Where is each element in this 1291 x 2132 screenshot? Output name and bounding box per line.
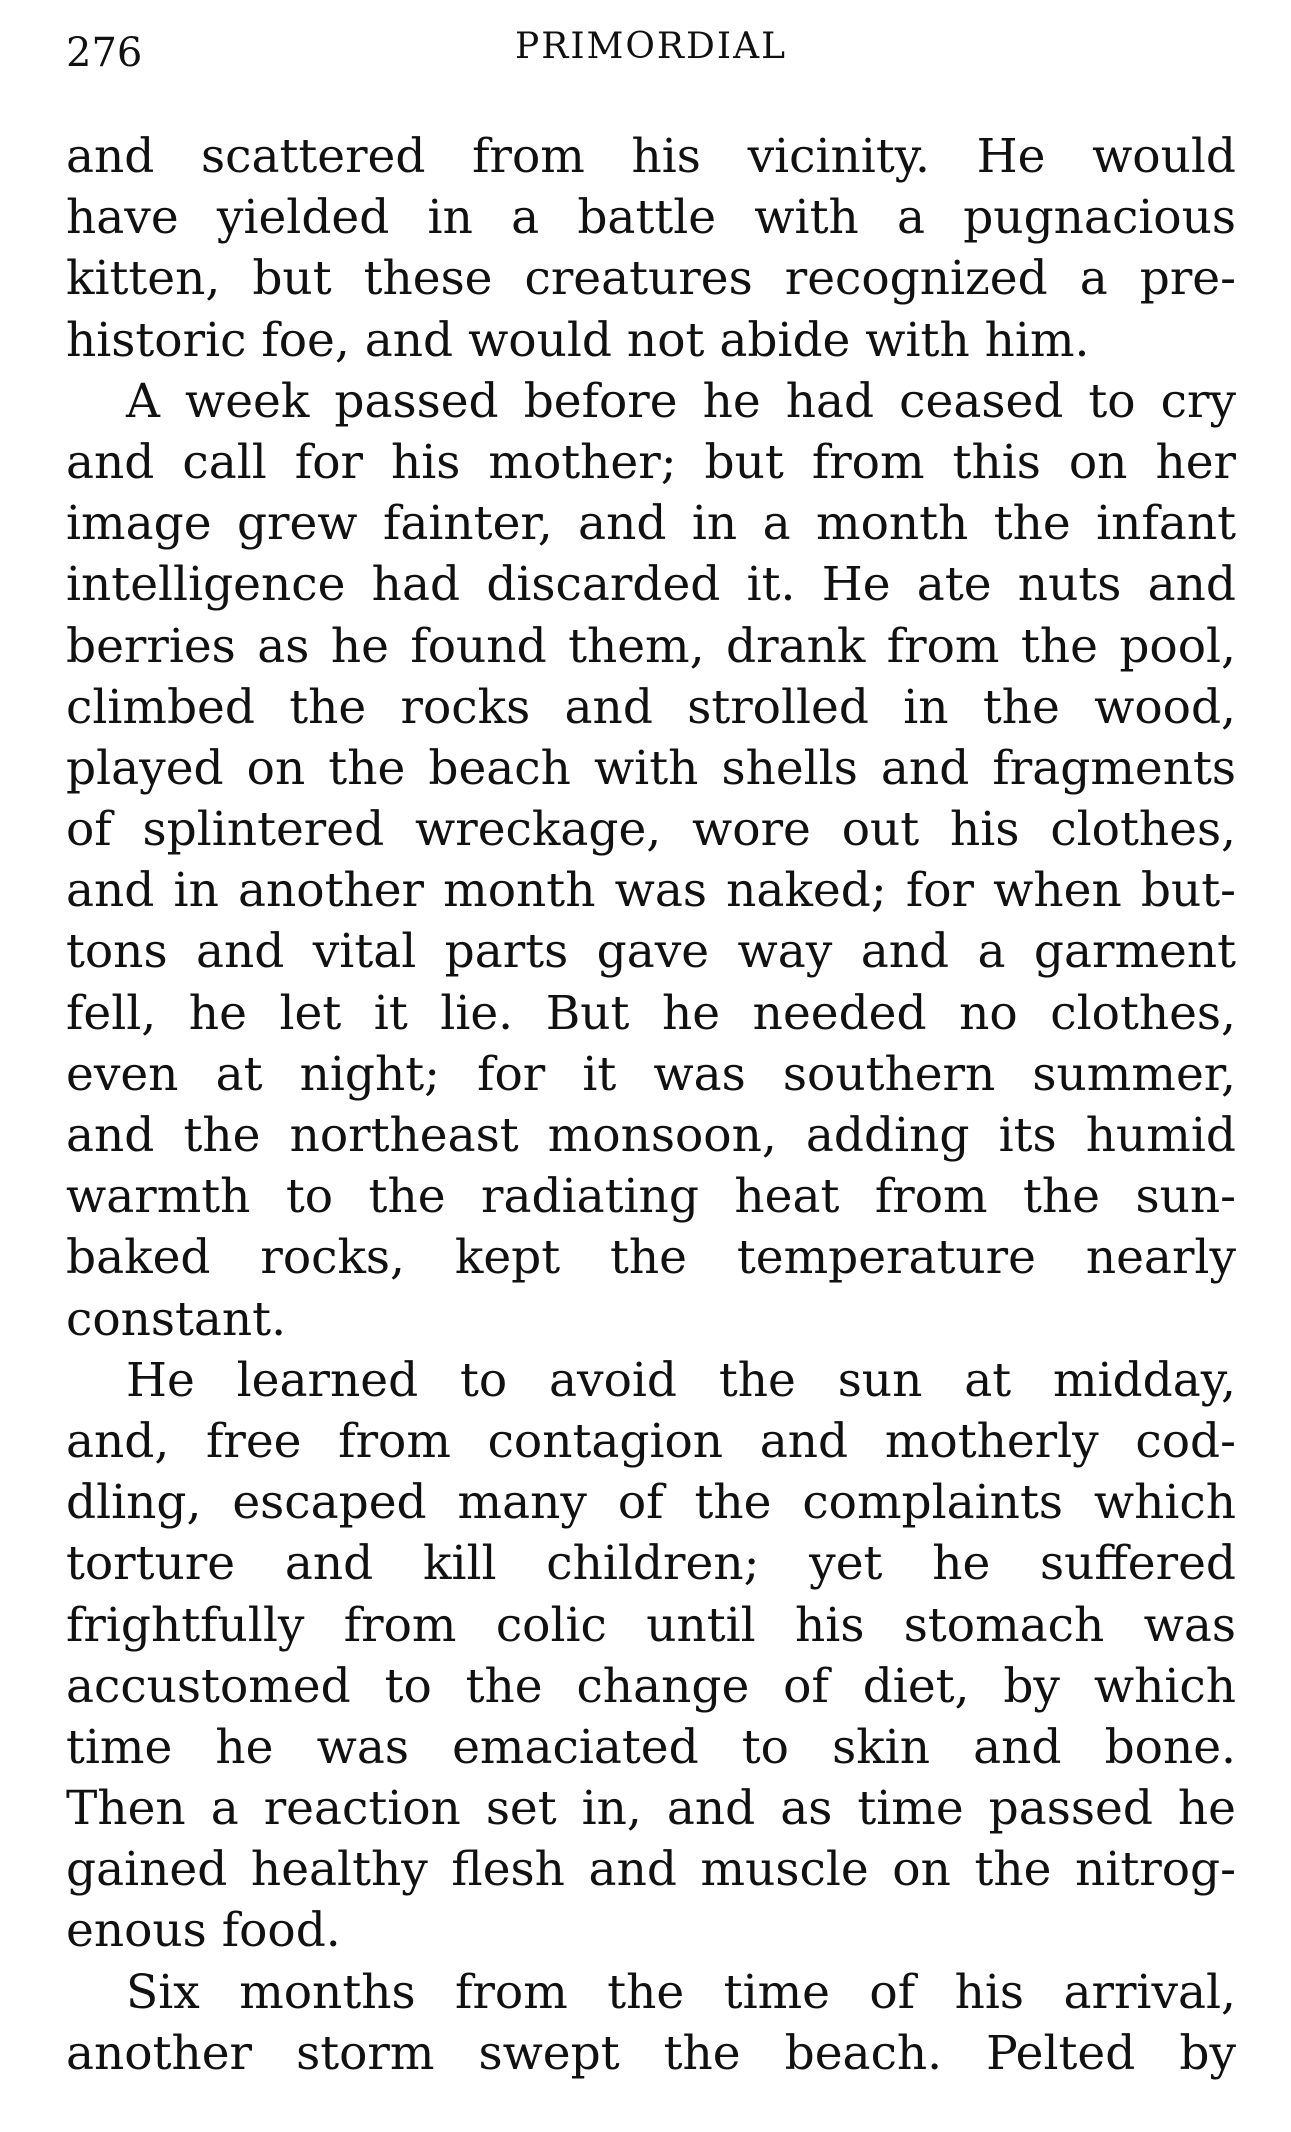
text-line: A week passed before he had ceased to cry (126, 373, 1236, 429)
text-line: frightfully from colic until his stomach was (66, 1597, 1236, 1653)
text-line: another storm swept the beach. Pelted by (66, 2025, 1236, 2081)
text-line: constant. (66, 1291, 287, 1347)
text-line: tons and vital parts gave way and a garment (66, 924, 1236, 980)
text-line: played on the beach with shells and fragments (66, 740, 1236, 796)
text-line: and in another month was naked; for when but- (66, 863, 1236, 919)
text-line: of splintered wreckage, wore out his clothes, (66, 802, 1236, 858)
text-line: gained healthy flesh and muscle on the nitrog- (66, 1842, 1236, 1898)
text-line: Then a reaction set in, and as time passed he (66, 1781, 1236, 1837)
text-line: enous food. (66, 1903, 341, 1959)
text-line: berries as he found them, drank from the pool, (66, 618, 1236, 674)
text-line: torture and kill children; yet he suffered (66, 1536, 1236, 1592)
text-line: historic foe, and would not abide with him. (66, 312, 1090, 368)
text-line: Six months from the time of his arrival, (126, 1964, 1236, 2020)
text-line: intelligence had discarded it. He ate nuts and (66, 557, 1236, 613)
text-line: kitten, but these creatures recognized a pre- (66, 251, 1236, 307)
body-text (66, 126, 1236, 2084)
running-head (66, 22, 1236, 82)
text-line: and scattered from his vicinity. He would (66, 129, 1236, 184)
text-line: He learned to avoid the sun at midday, (126, 1352, 1236, 1408)
text-line: accustomed to the change of diet, by which (66, 1658, 1236, 1714)
chapter-title: PRIMORDIAL (514, 26, 788, 67)
text-line: dling, escaped many of the complaints which (66, 1475, 1236, 1531)
text-line: and the northeast monsoon, adding its humid (66, 1108, 1236, 1163)
page-number: 276 (66, 30, 143, 76)
text-line: climbed the rocks and strolled in the wood, (66, 679, 1236, 735)
text-line: fell, he let it lie. But he needed no clothes, (66, 985, 1236, 1041)
text-line: even at night; for it was southern summer, (66, 1046, 1236, 1102)
text-line: warmth to the radiating heat from the sun- (66, 1169, 1236, 1225)
text-line: baked rocks, kept the temperature nearly (66, 1230, 1236, 1286)
text-line: time he was emaciated to skin and bone. (66, 1719, 1236, 1775)
text-line: image grew fainter, and in a month the infant (66, 496, 1236, 552)
text-line: have yielded in a battle with a pugnacious (66, 190, 1236, 246)
text-line: and, free from contagion and motherly cod- (66, 1413, 1236, 1469)
text-line: and call for his mother; but from this on her (66, 434, 1236, 490)
